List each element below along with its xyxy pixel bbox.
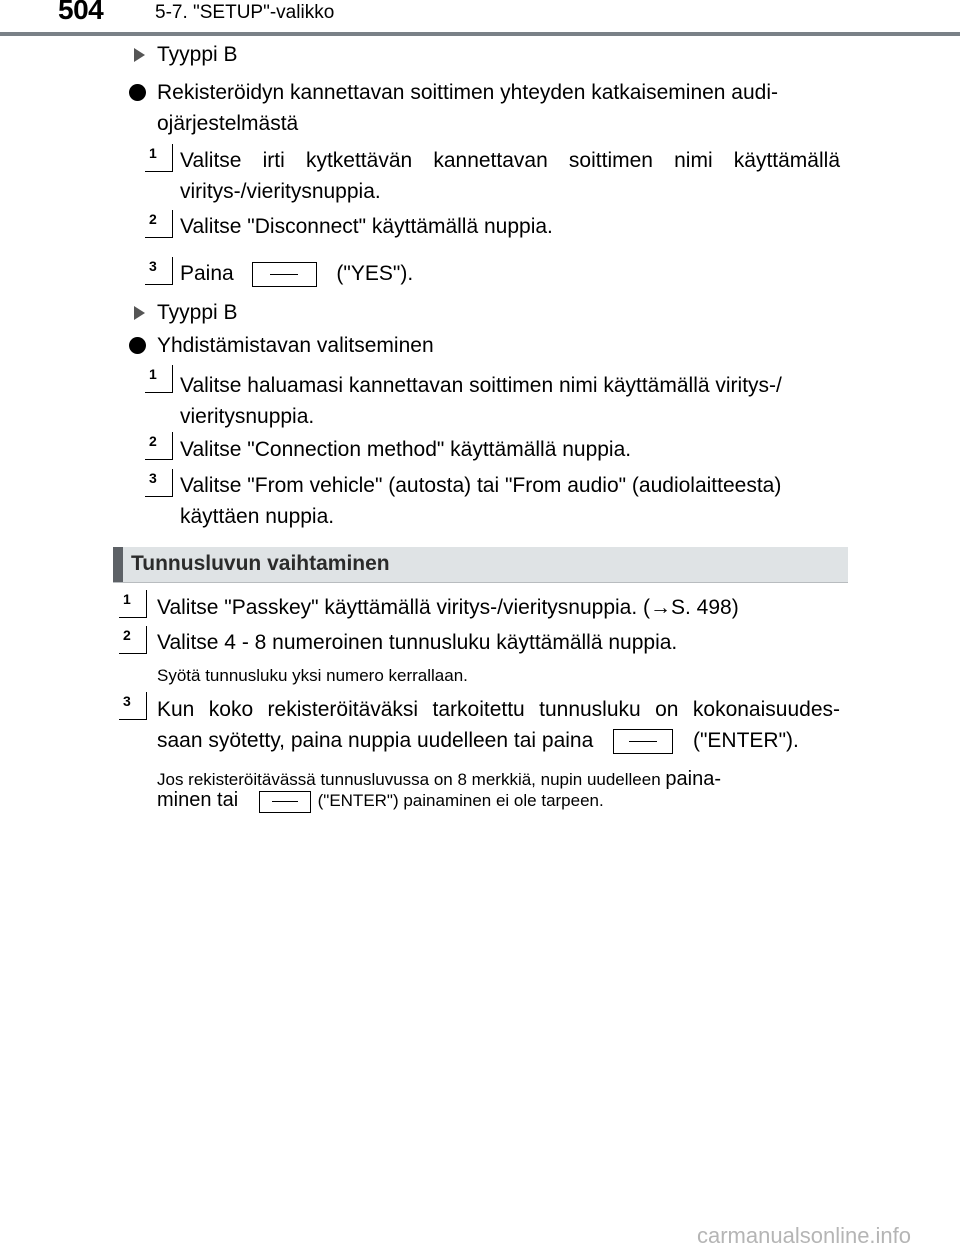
step-text-line2: käyttäen nuppia.: [180, 505, 335, 528]
step-number-badge: 1: [119, 590, 147, 618]
step-text-line1: Valitse "From vehicle" (autosta) tai "From audio" (audiolaitteesta): [180, 474, 782, 497]
step-note-line2: [157, 789, 604, 813]
step-text-line1: Valitse irti kytkettävän kannettavan soittimen nimi käyttämällä: [180, 149, 840, 172]
triangle-bullet-icon: [134, 306, 145, 320]
connection-heading: Yhdistämistavan valitseminen: [157, 334, 434, 357]
circle-bullet-icon: [129, 84, 146, 101]
step-text-before: Paina: [180, 262, 234, 285]
step-text-after: ("YES").: [336, 262, 414, 285]
note-text: ("ENTER") painaminen ei ole tarpeen.: [317, 791, 604, 810]
step-text-line1: Kun koko rekisteröitäväksi tarkoitettu tunnusluku on kokonaisuudes-: [157, 698, 840, 721]
section-heading: Tunnusluvun vaihtaminen: [131, 552, 390, 575]
watermark: carmanualsonline.info: [697, 1223, 912, 1248]
disconnect-heading-line2: ojärjestelmästä: [157, 112, 299, 135]
header-rule: [0, 32, 960, 36]
dash-key-icon: [252, 262, 317, 287]
dash-key-icon: [613, 729, 673, 754]
step-number-badge: 2: [119, 626, 147, 654]
section-title: 5-7. "SETUP"-valikko: [155, 2, 335, 23]
note-text-large: paina-: [665, 768, 722, 790]
note-text-large: minen tai: [157, 789, 239, 811]
heading-accent: [113, 547, 123, 582]
step-text-with-key: [157, 725, 799, 756]
step-number-badge: 2: [145, 432, 173, 460]
step-text-line1: Valitse "Disconnect" käyttämällä nuppia.: [180, 215, 553, 238]
triangle-bullet-icon: [134, 48, 145, 62]
step-number-badge: 3: [119, 692, 147, 720]
section-heading-bar: [113, 547, 848, 583]
type-label: Tyyppi B: [157, 301, 238, 324]
step-text-before: saan syötetty, paina nuppia uudelleen tai paina: [157, 729, 594, 752]
step-number-badge: 3: [145, 469, 173, 497]
step-text-line1: Valitse haluamasi kannettavan soittimen nimi käyttämällä viritys-/: [180, 374, 782, 397]
circle-bullet-icon: [129, 337, 146, 354]
step-text-line1: Valitse "Connection method" käyttämällä nuppia.: [180, 438, 632, 461]
step-text-after: ("ENTER").: [692, 729, 799, 752]
page-number: 504: [58, 0, 104, 25]
step-note-line1: [157, 768, 721, 791]
step-text-with-key: [180, 258, 413, 289]
note-text: Jos rekisteröitävässä tunnusluvussa on 8 merkkiä, nupin uudelleen: [157, 770, 661, 789]
dash-key-icon: [259, 791, 311, 813]
step-number-badge: 1: [145, 144, 173, 172]
step-note: Syötä tunnusluku yksi numero kerrallaan.: [157, 666, 468, 685]
type-label: Tyyppi B: [157, 43, 238, 66]
step-number-badge: 3: [145, 257, 173, 285]
step-text-line2: viritys-/vieritysnuppia.: [180, 180, 381, 203]
step-text-line2: vieritysnuppia.: [180, 405, 315, 428]
disconnect-heading-line1: Rekisteröidyn kannettavan soittimen yhteyden katkaiseminen audi-: [157, 81, 779, 104]
step-text: Valitse 4 - 8 numeroinen tunnusluku käyttämällä nuppia.: [157, 631, 678, 654]
step-number-badge: 2: [145, 210, 173, 238]
step-text: Valitse "Passkey" käyttämällä viritys-/vieritysnuppia. (→S. 498): [157, 596, 739, 619]
step-number-badge: 1: [145, 365, 173, 393]
